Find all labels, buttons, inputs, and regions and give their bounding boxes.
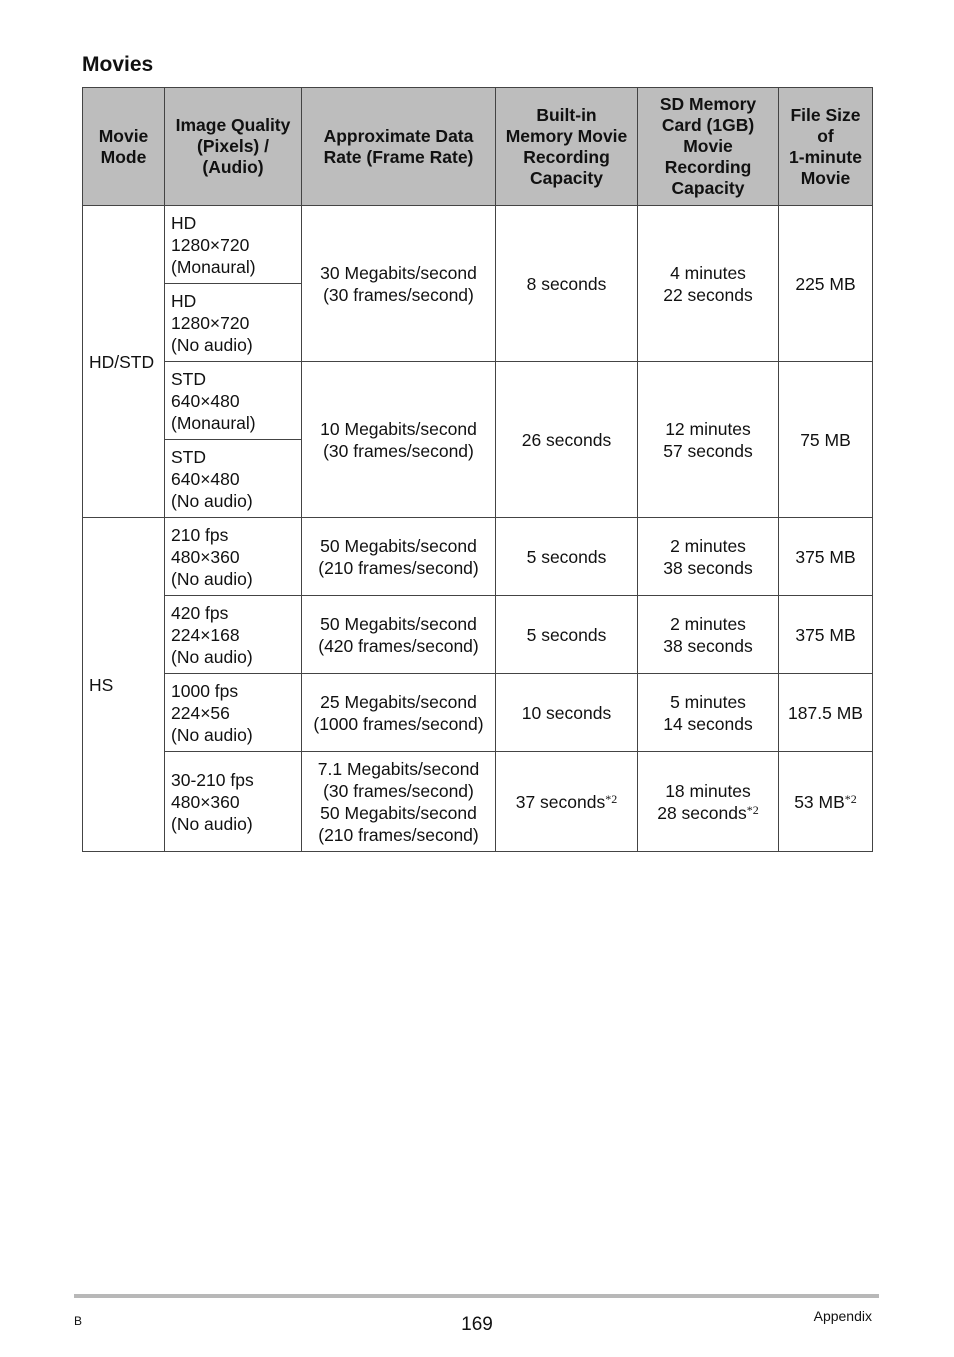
table-row bbox=[83, 596, 873, 674]
rate-cell: 7.1 Megabits/second (30 frames/second) 50 Megabits/second (210 frames/second) bbox=[302, 752, 496, 852]
builtin-capacity-cell bbox=[496, 752, 638, 852]
header-file-size: File Size of 1-minute Movie bbox=[779, 88, 873, 206]
rate-cell: 50 Megabits/second (210 frames/second) bbox=[302, 518, 496, 596]
movie-specs-table bbox=[82, 87, 873, 852]
header-image-quality: Image Quality (Pixels) / (Audio) bbox=[165, 88, 302, 206]
file-size-cell: 75 MB bbox=[779, 362, 873, 518]
table-row bbox=[83, 752, 873, 852]
quality-cell: STD 640×480 (Monaural) bbox=[165, 362, 302, 440]
sd-capacity-cell: 2 minutes 38 seconds bbox=[638, 518, 779, 596]
mode-cell-hs: HS bbox=[83, 518, 165, 852]
header-data-rate: Approximate Data Rate (Frame Rate) bbox=[302, 88, 496, 206]
footer-left-mark: B bbox=[74, 1314, 83, 1328]
file-size-cell: 187.5 MB bbox=[779, 674, 873, 752]
sd-capacity-line1: 18 minutes bbox=[665, 780, 751, 801]
builtin-capacity-value: 37 seconds bbox=[515, 791, 606, 812]
table-header-row bbox=[83, 88, 873, 206]
sd-capacity-cell bbox=[638, 752, 779, 852]
section-title: Movies bbox=[82, 53, 154, 76]
quality-cell: HD 1280×720 (Monaural) bbox=[165, 206, 302, 284]
sd-capacity-cell: 4 minutes 22 seconds bbox=[638, 206, 779, 362]
footer-section-label: Appendix bbox=[813, 1308, 872, 1324]
file-size-cell: 375 MB bbox=[779, 596, 873, 674]
quality-cell: STD 640×480 (No audio) bbox=[165, 440, 302, 518]
table-row bbox=[83, 518, 873, 596]
quality-cell: 420 fps 224×168 (No audio) bbox=[165, 596, 302, 674]
header-sd-capacity: SD Memory Card (1GB) Movie Recording Capacity bbox=[638, 88, 779, 206]
sd-capacity-cell: 5 minutes 14 seconds bbox=[638, 674, 779, 752]
table-row bbox=[83, 362, 873, 440]
builtin-capacity-cell: 5 seconds bbox=[496, 518, 638, 596]
mode-cell-hdstd: HD/STD bbox=[83, 206, 165, 518]
builtin-capacity-cell: 8 seconds bbox=[496, 206, 638, 362]
file-size-cell bbox=[779, 752, 873, 852]
header-movie-mode: Movie Mode bbox=[83, 88, 165, 206]
builtin-capacity-cell: 5 seconds bbox=[496, 596, 638, 674]
quality-cell: HD 1280×720 (No audio) bbox=[165, 284, 302, 362]
footnote-marker: *2 bbox=[844, 791, 857, 806]
rate-cell: 10 Megabits/second (30 frames/second) bbox=[302, 362, 496, 518]
quality-cell: 1000 fps 224×56 (No audio) bbox=[165, 674, 302, 752]
table-row bbox=[83, 674, 873, 752]
rate-cell: 25 Megabits/second (1000 frames/second) bbox=[302, 674, 496, 752]
quality-cell: 30-210 fps 480×360 (No audio) bbox=[165, 752, 302, 852]
footer-divider bbox=[74, 1294, 879, 1298]
page-number: 169 bbox=[461, 1314, 493, 1335]
sd-capacity-cell: 12 minutes 57 seconds bbox=[638, 362, 779, 518]
sd-capacity-cell: 2 minutes 38 seconds bbox=[638, 596, 779, 674]
file-size-cell: 375 MB bbox=[779, 518, 873, 596]
quality-cell: 210 fps 480×360 (No audio) bbox=[165, 518, 302, 596]
builtin-capacity-cell: 26 seconds bbox=[496, 362, 638, 518]
file-size-cell: 225 MB bbox=[779, 206, 873, 362]
builtin-capacity-cell: 10 seconds bbox=[496, 674, 638, 752]
footnote-marker: *2 bbox=[605, 791, 618, 806]
footnote-marker: *2 bbox=[746, 802, 759, 817]
file-size-value: 53 MB bbox=[794, 791, 845, 812]
sd-capacity-line2: 28 seconds bbox=[657, 802, 747, 823]
table-row bbox=[83, 206, 873, 284]
header-builtin-capacity: Built-in Memory Movie Recording Capacity bbox=[496, 88, 638, 206]
rate-cell: 50 Megabits/second (420 frames/second) bbox=[302, 596, 496, 674]
rate-cell: 30 Megabits/second (30 frames/second) bbox=[302, 206, 496, 362]
